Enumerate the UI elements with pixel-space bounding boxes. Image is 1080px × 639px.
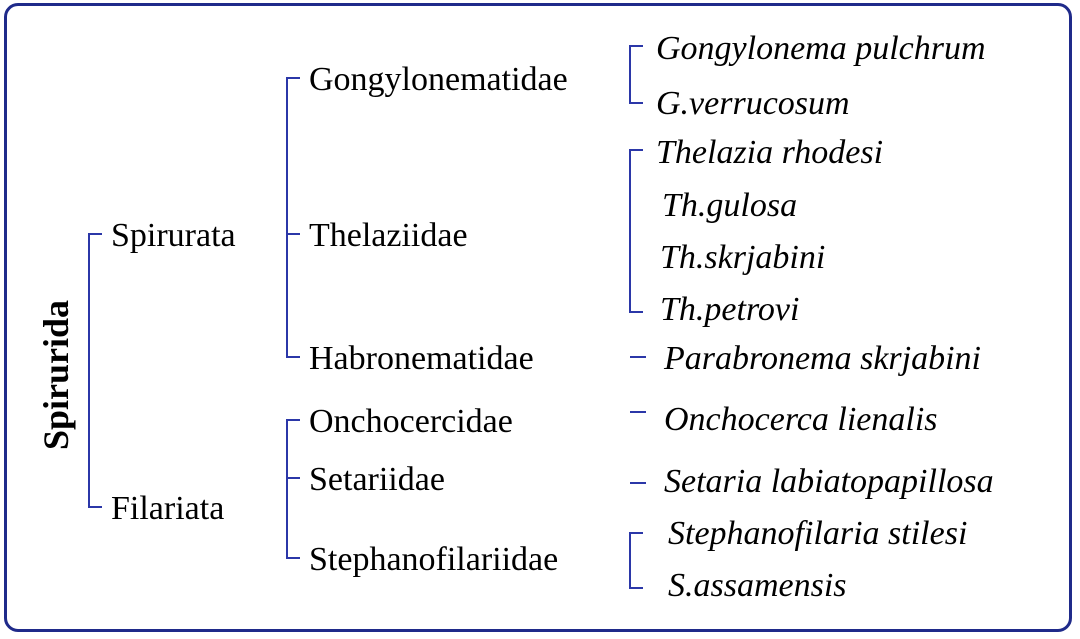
family-habronematidae: Habronematidae bbox=[309, 340, 534, 377]
species-label: S.assamensis bbox=[668, 567, 847, 604]
gongylonematidae-bracket bbox=[630, 46, 643, 103]
order-label: Spirurida bbox=[36, 299, 76, 451]
species-label: Parabronema skrjabini bbox=[664, 340, 982, 377]
species-label: Th.petrovi bbox=[660, 291, 800, 328]
species-label: Th.skrjabini bbox=[660, 239, 826, 276]
species-label: G.verrucosum bbox=[656, 85, 850, 122]
species-label: Th.gulosa bbox=[662, 187, 798, 224]
species-label: Stephanofilaria stilesi bbox=[668, 515, 968, 552]
species-label: Setaria labiatopapillosa bbox=[664, 463, 994, 500]
stephanofilariidae-bracket bbox=[630, 533, 643, 588]
suborder-filariata: Filariata bbox=[111, 490, 225, 527]
family-thelaziidae: Thelaziidae bbox=[309, 217, 468, 254]
family-stephanofilariidae: Stephanofilariidae bbox=[309, 541, 559, 578]
suborder-spirurata: Spirurata bbox=[111, 217, 236, 254]
spirurata-bracket bbox=[287, 78, 300, 357]
species-label: Onchocerca lienalis bbox=[664, 401, 938, 438]
family-setariidae: Setariidae bbox=[309, 461, 445, 498]
family-onchocercidae: Onchocercidae bbox=[309, 403, 513, 440]
filariata-bracket bbox=[287, 420, 300, 558]
species-label: Thelazia rhodesi bbox=[656, 134, 884, 171]
thelaziidae-bracket bbox=[630, 150, 643, 312]
species-label: Gongylonema pulchrum bbox=[656, 30, 986, 67]
family-gongylonematidae: Gongylonematidae bbox=[309, 61, 568, 98]
root-bracket bbox=[89, 234, 102, 507]
